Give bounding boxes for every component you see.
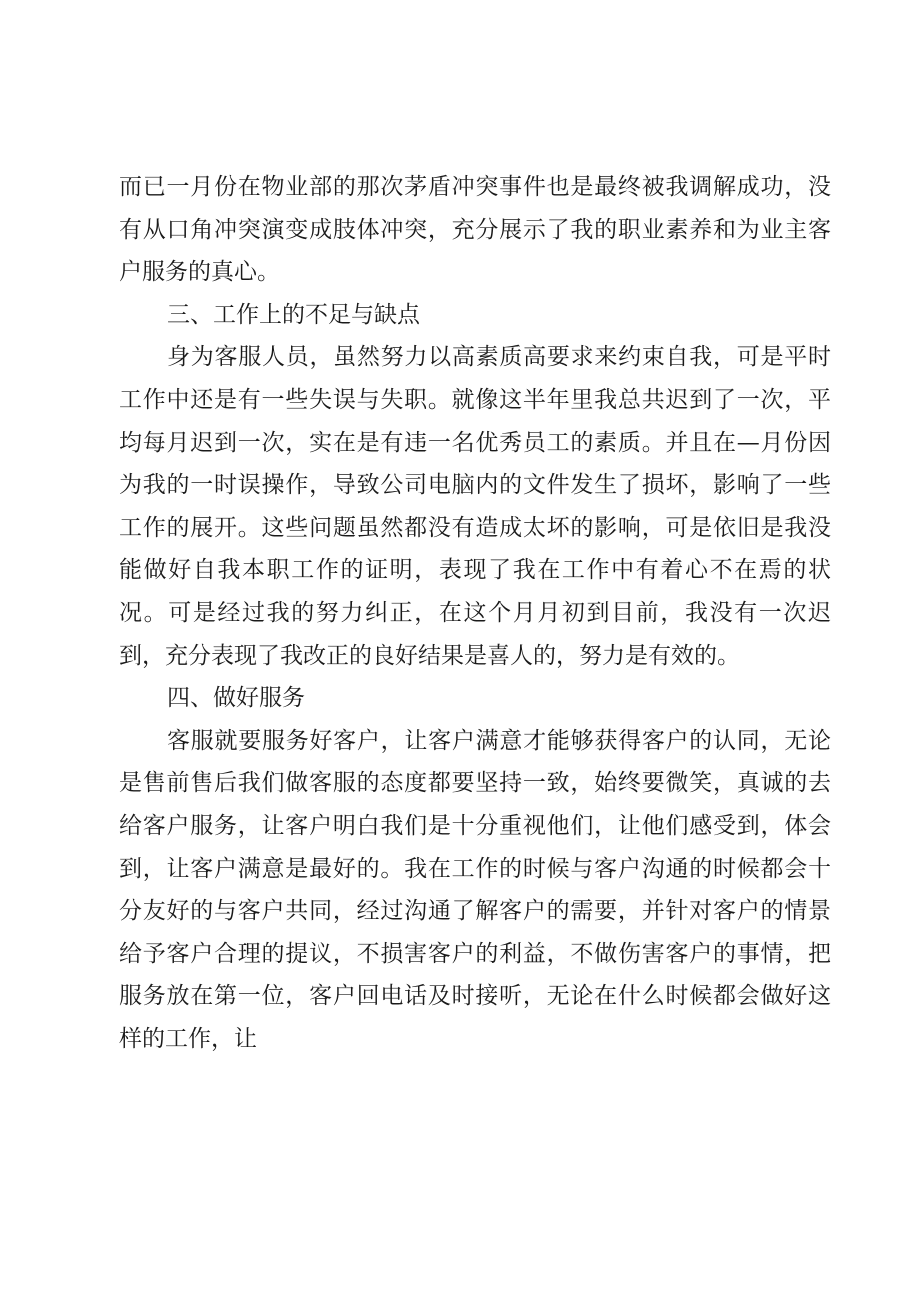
- paragraph-service: 客服就要服务好客户，让客户满意才能够获得客户的认同，无论是售前售后我们做客服的态度都要坚持一致，始终要微笑，真诚的去给客户服务，让客户明白我们是十分重视他们，让他们感受到，体会到，让客户满意是最好的。我在工作的时候与客户沟通的时候都会十分友好的与客户共同，经过沟通了解客户的需要，并针对客户的情景给予客户合理的提议，不损害客户的利益，不做伤害客户的事情，把服务放在第一位，客户回电话及时接听，无论在什么时候都会做好这样的工作，让: [119, 727, 831, 1052]
- paragraph-continuation: 而已一月份在物业部的那次茅盾冲突事件也是最终被我调解成功，没有从口角冲突演变成肢体冲突，充分展示了我的职业素养和为业主客户服务的真心。: [119, 174, 831, 286]
- section-heading-service: 四、做好服务: [167, 685, 305, 712]
- document-body: [119, 166, 831, 1060]
- section-heading-shortcomings: 三、工作上的不足与缺点: [167, 301, 420, 328]
- paragraph-shortcomings: 身为客服人员，虽然努力以高素质高要求来约束自我，可是平时工作中还是有一些失误与失职。就像这半年里我总共迟到了一次，平均每月迟到一次，实在是有违一名优秀员工的素质。并且在—月份因为我的一时误操作，导致公司电脑内的文件发生了损坏，影响了一些工作的展开。这些问题虽然都没有造成太坏的影响，可是依旧是我没能做好自我本职工作的证明，表现了我在工作中有着心不在焉的状况。可是经过我的努力纠正，在这个月月初到目前，我没有一次迟到，充分表现了我改正的良好结果是喜人的，努力是有效的。: [119, 344, 831, 669]
